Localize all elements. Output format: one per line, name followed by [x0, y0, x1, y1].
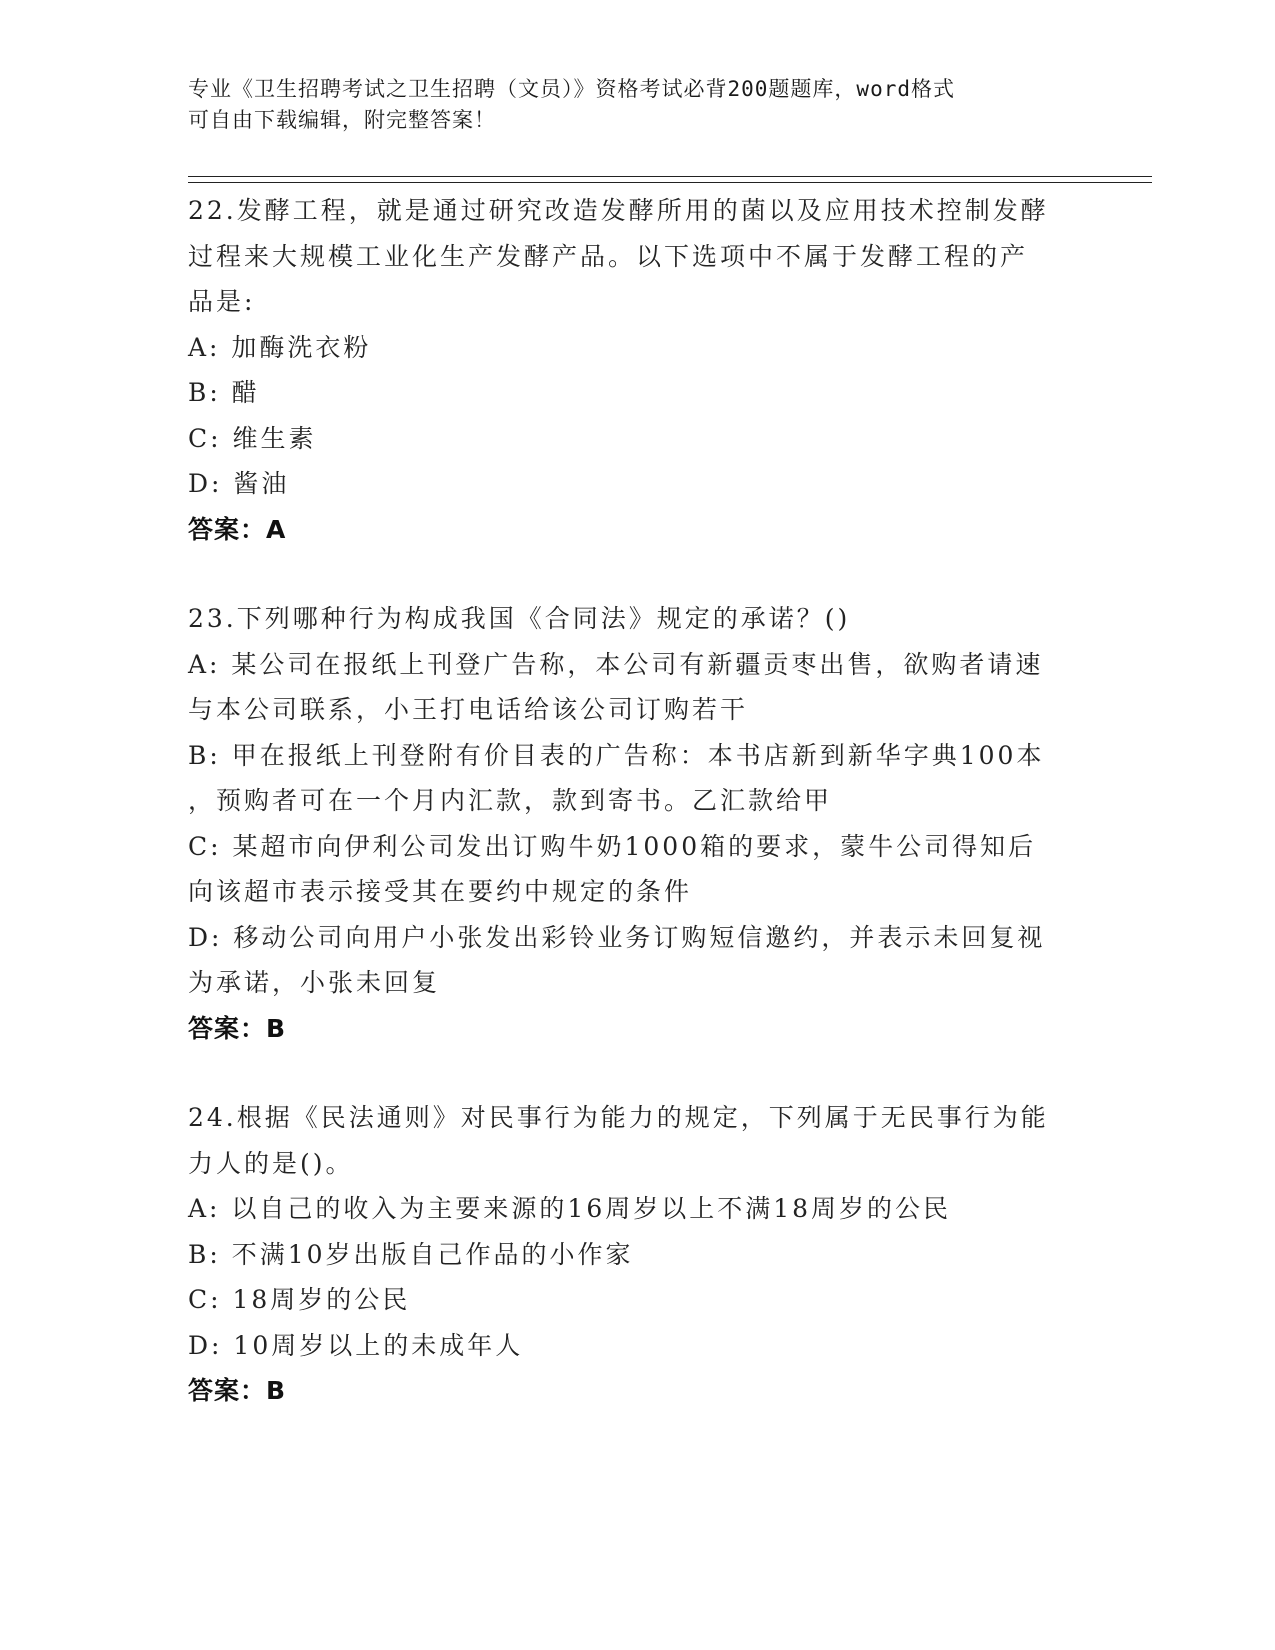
option-c-continued: 向该超市表示接受其在要约中规定的条件: [188, 877, 693, 906]
option-c: C: 某超市向伊利公司发出订购牛奶1000箱的要求，蒙牛公司得知后: [188, 831, 1037, 861]
option-d: D: 移动公司向用户小张发出彩铃业务订购短信邀约，并表示未回复视: [188, 922, 1046, 952]
answer-label: 答案：A: [188, 514, 287, 544]
option-d-continued: 为承诺，小张未回复: [188, 968, 441, 997]
option-b: B: 甲在报纸上刊登附有价目表的广告称：本书店新到新华字典100本: [188, 740, 1045, 770]
answer-label: 答案：B: [188, 1013, 287, 1043]
question-stem-line: 22.发酵工程，就是通过研究改造发酵所用的菌以及应用技术控制发酵: [188, 196, 1049, 225]
question-stem-line: 过程来大规模工业化生产发酵产品。以下选项中不属于发酵工程的产: [188, 241, 1029, 271]
option-a-continued: 与本公司联系，小王打电话给该公司订购若干: [188, 695, 749, 724]
option-a: A: 加酶洗衣粉: [188, 332, 372, 362]
header-line: 专业《卫生招聘考试之卫生招聘（文员）》资格考试必背200题题库，word格式: [188, 77, 955, 101]
option-a: A: 某公司在报纸上刊登广告称，本公司有新疆贡枣出售，欲购者请速: [188, 649, 1044, 679]
question-23: [188, 596, 1088, 1051]
question-stem-line: 力人的是()。: [188, 1148, 354, 1178]
option-d: D: 酱油: [188, 469, 290, 498]
question-stem-line: 23.下列哪种行为构成我国《合同法》规定的承诺？(): [188, 604, 851, 633]
option-b: B: 醋: [188, 378, 260, 407]
header-divider-top: [188, 176, 1152, 177]
question-stem-line: 24.根据《民法通则》对民事行为能力的规定，下列属于无民事行为能: [188, 1103, 1049, 1132]
question-list: [188, 188, 1088, 1458]
option-c: C: 维生素: [188, 423, 317, 453]
document-header: [188, 74, 1088, 136]
header-divider-bottom: [188, 182, 1152, 183]
option-a: A: 以自己的收入为主要来源的16周岁以上不满18周岁的公民: [188, 1194, 952, 1223]
question-24: [188, 1095, 1088, 1414]
question-stem-line: 品是:: [188, 287, 256, 316]
option-d: D: 10周岁以上的未成年人: [188, 1330, 524, 1360]
option-b: B: 不满10岁出版自己作品的小作家: [188, 1239, 634, 1269]
option-b-continued: ，预购者可在一个月内汇款，款到寄书。乙汇款给甲: [188, 786, 833, 815]
question-22: [188, 188, 1088, 552]
option-c: C: 18周岁的公民: [188, 1285, 411, 1314]
header-line: 可自由下载编辑，附完整答案！: [188, 108, 496, 132]
answer-label: 答案：B: [188, 1376, 287, 1405]
